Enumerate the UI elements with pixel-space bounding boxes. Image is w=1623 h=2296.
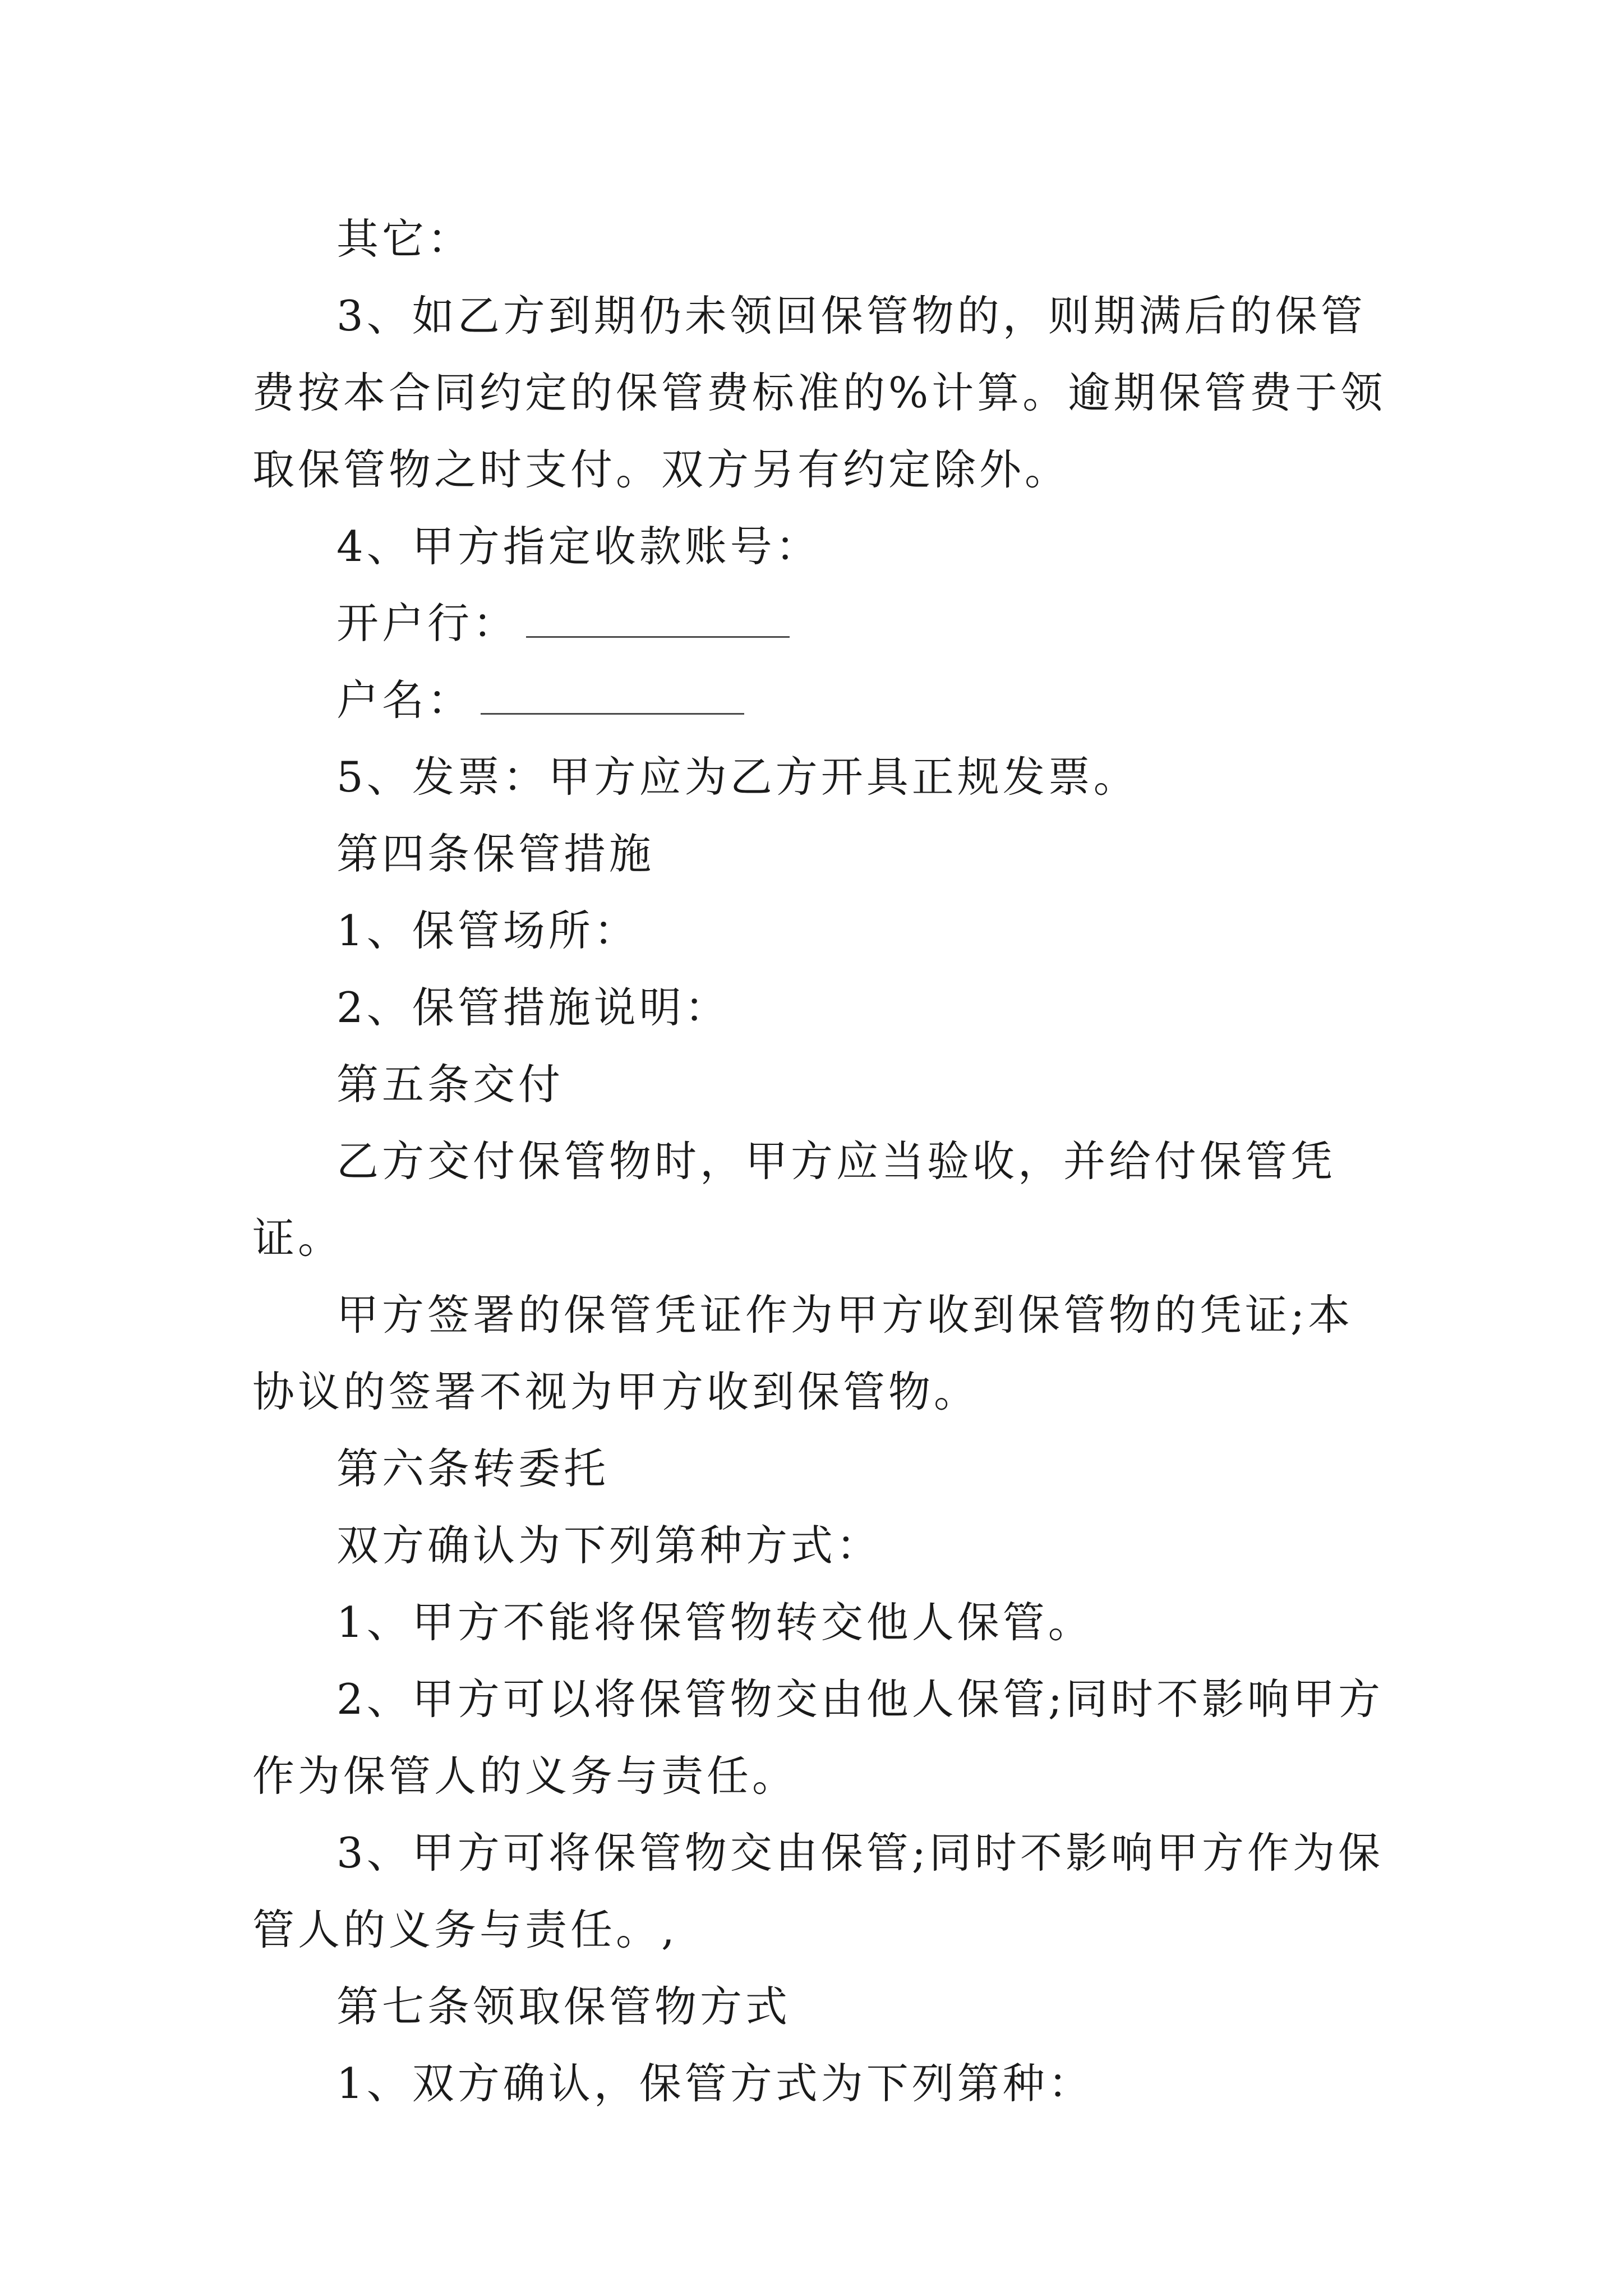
paragraph-storage-place: 1、保管场所： xyxy=(336,906,639,955)
paragraph-other: 其它： xyxy=(336,214,473,264)
paragraph-delivery: 乙方交付保管物时，甲方应当验收，并给付保管凭证。 xyxy=(252,1137,1336,1263)
paragraph-clause-4-account: 4、甲方指定收款账号： xyxy=(336,522,821,571)
heading-article-4: 第四条保管措施 xyxy=(336,829,655,878)
paragraph-option-1: 1、甲方不能将保管物转交他人保管。 xyxy=(336,1598,1094,1647)
paragraph-option-2: 2、甲方可以将保管物交由他人保管;同时不影响甲方作为保管人的义务与责任。 xyxy=(252,1674,1384,1801)
paragraph-storage-measures: 2、保管措施说明： xyxy=(336,983,730,1032)
paragraph-bank-line xyxy=(252,585,1391,662)
heading-article-7: 第七条领取保管物方式 xyxy=(336,1982,791,2031)
paragraph-confirm-method: 双方确认为下列第种方式： xyxy=(336,1521,882,1570)
paragraph-clause-3-overdue-fee: 3、如乙方到期仍未领回保管物的，则期满后的保管费按本合同约定的保管费标准的%计算。逾期保管费于领取保管物之时支付。双方另有约定除外。 xyxy=(252,291,1386,494)
document-body xyxy=(252,201,1391,2122)
paragraph-account-name-line xyxy=(252,662,1391,739)
paragraph-pickup-method: 1、双方确认，保管方式为下列第种： xyxy=(336,2059,1094,2108)
paragraph-option-3: 3、甲方可将保管物交由保管;同时不影响甲方作为保管人的义务与责任。, xyxy=(252,1828,1384,1954)
heading-article-6: 第六条转委托 xyxy=(336,1444,610,1493)
account-name-label: 户名： xyxy=(336,675,473,725)
bank-label: 开户行： xyxy=(336,599,519,648)
paragraph-clause-5-invoice: 5、发票：甲方应为乙方开具正规发票。 xyxy=(336,752,1139,802)
paragraph-voucher: 甲方签署的保管凭证作为甲方收到保管物的凭证;本协议的签署不视为甲方收到保管物。 xyxy=(252,1290,1354,1416)
heading-article-5: 第五条交付 xyxy=(336,1060,564,1109)
account-name-blank-line xyxy=(481,678,744,715)
bank-blank-line xyxy=(526,601,790,638)
